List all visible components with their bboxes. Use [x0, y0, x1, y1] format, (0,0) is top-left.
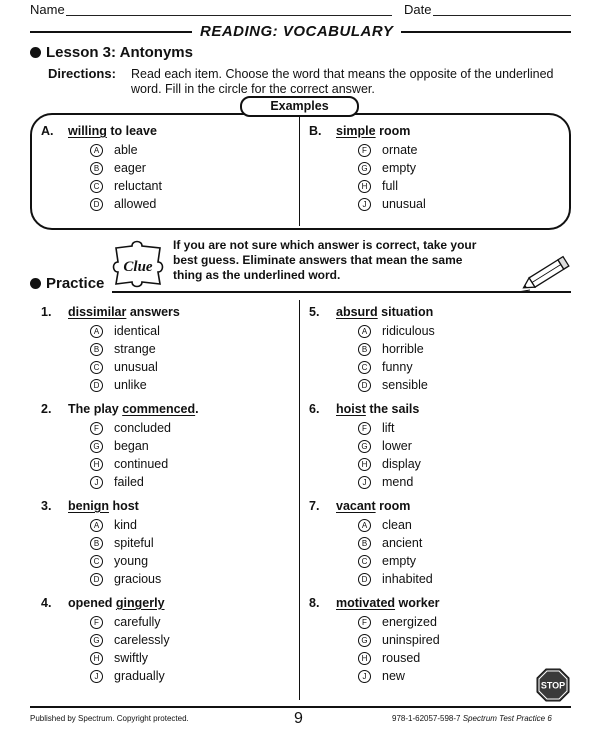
answer-bubble[interactable]: C: [358, 361, 371, 374]
answer-text: lower: [382, 439, 412, 453]
answer-option[interactable]: [90, 669, 165, 683]
answer-text: gracious: [114, 572, 162, 586]
answer-bubble[interactable]: F: [358, 144, 371, 157]
answer-option[interactable]: [90, 197, 156, 211]
underlined-word: benign: [68, 499, 109, 513]
answer-option[interactable]: [358, 554, 416, 568]
answer-bubble[interactable]: B: [90, 537, 103, 550]
answer-bubble[interactable]: J: [90, 476, 103, 489]
stem-suffix: worker: [395, 596, 440, 610]
question-number: 2.: [41, 402, 52, 416]
stem-prefix: The play: [68, 402, 123, 416]
stem-suffix: .: [195, 402, 199, 416]
answer-text: lift: [382, 421, 395, 435]
answer-option[interactable]: [90, 633, 170, 647]
answer-option[interactable]: [358, 179, 398, 193]
answer-option[interactable]: [358, 536, 422, 550]
answer-option[interactable]: [358, 633, 440, 647]
answer-text: horrible: [382, 342, 424, 356]
answer-option[interactable]: [90, 179, 162, 193]
answer-bubble[interactable]: A: [358, 519, 371, 532]
answer-bubble[interactable]: H: [358, 652, 371, 665]
answer-bubble[interactable]: G: [358, 440, 371, 453]
answer-text: ridiculous: [382, 324, 435, 338]
question-stem: [41, 402, 199, 416]
answer-bubble[interactable]: D: [90, 573, 103, 586]
lesson-title: Lesson 3: Antonyms: [30, 44, 193, 61]
stem-suffix: situation: [377, 305, 434, 319]
stop-sign-icon: [536, 668, 570, 702]
practice-label: Practice: [30, 275, 104, 292]
date-line[interactable]: [433, 15, 571, 16]
answer-option[interactable]: [90, 161, 146, 175]
directions-label: Directions:: [48, 66, 116, 81]
answer-text: funny: [382, 360, 413, 374]
answer-bubble[interactable]: A: [358, 325, 371, 338]
practice-divider: [299, 300, 300, 700]
answer-option[interactable]: [358, 324, 435, 338]
stem-prefix: opened: [68, 596, 116, 610]
answer-option[interactable]: [90, 518, 137, 532]
underlined-word: hoist: [336, 402, 366, 416]
answer-bubble[interactable]: D: [90, 198, 103, 211]
answer-option[interactable]: [90, 342, 156, 356]
answer-text: reluctant: [114, 179, 162, 193]
practice-rule: [112, 291, 571, 293]
question-text: [336, 402, 419, 416]
answer-option[interactable]: [90, 360, 158, 374]
answer-bubble[interactable]: H: [358, 180, 371, 193]
answer-text: unlike: [114, 378, 147, 392]
answer-bubble[interactable]: A: [90, 325, 103, 338]
stop-text: STOP: [540, 680, 566, 691]
bullet-icon: [30, 278, 41, 289]
answer-text: kind: [114, 518, 137, 532]
answer-text: eager: [114, 161, 146, 175]
answer-bubble[interactable]: H: [358, 458, 371, 471]
answer-option[interactable]: [90, 378, 147, 392]
answer-option[interactable]: [358, 421, 395, 435]
answer-bubble[interactable]: G: [90, 634, 103, 647]
answer-bubble[interactable]: B: [358, 537, 371, 550]
answer-bubble[interactable]: A: [90, 144, 103, 157]
stem-suffix: the sails: [365, 402, 420, 416]
answer-text: mend: [382, 475, 414, 489]
question-stem: [41, 124, 157, 138]
answer-text: sensible: [382, 378, 428, 392]
answer-option[interactable]: [358, 572, 433, 586]
question-number: B.: [309, 124, 322, 138]
answer-bubble[interactable]: C: [358, 555, 371, 568]
answer-bubble[interactable]: D: [90, 379, 103, 392]
answer-text: concluded: [114, 421, 171, 435]
answer-bubble[interactable]: B: [90, 162, 103, 175]
answer-bubble[interactable]: B: [90, 343, 103, 356]
answer-option[interactable]: [90, 615, 161, 629]
page-title: READING: VOCABULARY: [192, 23, 401, 40]
answer-text: carelessly: [114, 633, 170, 647]
answer-bubble[interactable]: B: [358, 343, 371, 356]
answer-bubble[interactable]: G: [358, 634, 371, 647]
question-number: 5.: [309, 305, 320, 319]
answer-text: empty: [382, 161, 417, 175]
answer-bubble[interactable]: D: [358, 379, 371, 392]
page-number: 9: [294, 710, 303, 727]
question-number: 1.: [41, 305, 52, 319]
answer-bubble[interactable]: J: [358, 198, 371, 211]
answer-text: empty: [382, 554, 417, 568]
examples-tab: Examples: [240, 96, 359, 117]
footer-copyright: Published by Spectrum. Copyright protected.: [30, 714, 189, 723]
question-stem: [41, 499, 139, 513]
answer-option[interactable]: [90, 439, 149, 453]
question-number: 3.: [41, 499, 52, 513]
clue-line1: If you are not sure which answer is correct, take your: [173, 238, 477, 252]
question-stem: [309, 499, 410, 513]
question-text: [68, 402, 199, 416]
answer-bubble[interactable]: J: [358, 476, 371, 489]
underlined-word: willing: [68, 124, 107, 138]
answer-text: swiftly: [114, 651, 149, 665]
question-stem: [309, 124, 410, 138]
pencil-icon: [516, 255, 574, 295]
answer-option[interactable]: [90, 651, 148, 665]
answer-option[interactable]: [358, 161, 416, 175]
stem-suffix: to leave: [106, 124, 157, 138]
answer-option[interactable]: [358, 360, 413, 374]
answer-text: roused: [382, 651, 421, 665]
question-number: 6.: [309, 402, 320, 416]
answer-option[interactable]: [358, 651, 420, 665]
clue-line3: thing as the underlined word.: [173, 268, 341, 282]
answer-bubble[interactable]: H: [90, 458, 103, 471]
underlined-word: simple: [336, 124, 376, 138]
answer-text: uninspired: [382, 633, 440, 647]
answer-bubble[interactable]: G: [90, 440, 103, 453]
answer-bubble[interactable]: H: [90, 652, 103, 665]
answer-text: clean: [382, 518, 412, 532]
stem-suffix: answers: [126, 305, 180, 319]
answer-bubble[interactable]: C: [90, 361, 103, 374]
question-text: [336, 596, 440, 610]
answer-option[interactable]: [90, 554, 148, 568]
question-text: [68, 499, 139, 513]
answer-text: carefully: [114, 615, 161, 629]
answer-bubble[interactable]: D: [358, 573, 371, 586]
clue-line2: best guess. Eliminate answers that mean the same: [173, 253, 463, 267]
answer-option[interactable]: [90, 475, 144, 489]
answer-bubble[interactable]: F: [90, 422, 103, 435]
answer-text: spiteful: [114, 536, 154, 550]
underlined-word: vacant: [336, 499, 376, 513]
answer-text: gradually: [114, 669, 165, 683]
answer-text: display: [382, 457, 421, 471]
answer-text: identical: [114, 324, 160, 338]
answer-bubble[interactable]: G: [358, 162, 371, 175]
answer-bubble[interactable]: F: [358, 616, 371, 629]
stem-suffix: host: [108, 499, 139, 513]
question-number: 8.: [309, 596, 320, 610]
clue-puzzle-icon: [110, 238, 168, 288]
date-label: Date: [404, 2, 432, 17]
answer-text: continued: [114, 457, 169, 471]
footer-rule: [30, 706, 571, 708]
answer-option[interactable]: [90, 143, 138, 157]
answer-text: allowed: [114, 197, 157, 211]
question-stem: [41, 596, 165, 610]
underlined-word: commenced: [122, 402, 196, 416]
directions-line2: word. Fill in the circle for the correct answer.: [131, 82, 375, 96]
answer-bubble[interactable]: A: [90, 519, 103, 532]
answer-bubble[interactable]: J: [90, 670, 103, 683]
answer-text: new: [382, 669, 405, 683]
question-number: 4.: [41, 596, 52, 610]
answer-bubble[interactable]: F: [90, 616, 103, 629]
answer-option[interactable]: [358, 457, 421, 471]
answer-option[interactable]: [90, 324, 160, 338]
answer-option[interactable]: [358, 342, 424, 356]
answer-bubble[interactable]: C: [90, 180, 103, 193]
question-text: [68, 596, 165, 610]
answer-text: energized: [382, 615, 437, 629]
footer-book-info: 978-1-62057-598-7 Spectrum Test Practice 6: [392, 714, 552, 723]
question-stem: [309, 402, 419, 416]
question-stem: [41, 305, 180, 319]
examples-divider: [299, 115, 300, 226]
question-stem: [309, 305, 433, 319]
answer-bubble[interactable]: F: [358, 422, 371, 435]
underlined-word: gingerly: [115, 596, 165, 610]
answer-option[interactable]: [358, 669, 405, 683]
question-number: A.: [41, 124, 54, 138]
answer-option[interactable]: [358, 197, 426, 211]
answer-text: unusual: [382, 197, 426, 211]
answer-option[interactable]: [90, 572, 161, 586]
answer-option[interactable]: [358, 378, 428, 392]
answer-option[interactable]: [90, 536, 154, 550]
answer-option[interactable]: [358, 615, 437, 629]
question-text: [68, 305, 180, 319]
answer-bubble[interactable]: C: [90, 555, 103, 568]
answer-bubble[interactable]: J: [358, 670, 371, 683]
answer-text: ancient: [382, 536, 423, 550]
answer-option[interactable]: [90, 457, 168, 471]
answer-option[interactable]: [358, 475, 413, 489]
bullet-icon: [30, 47, 41, 58]
question-text: [336, 499, 410, 513]
question-text: [336, 124, 410, 138]
name-line[interactable]: [66, 15, 392, 16]
underlined-word: dissimilar: [68, 305, 127, 319]
question-number: 7.: [309, 499, 320, 513]
stem-suffix: room: [375, 499, 411, 513]
answer-text: began: [114, 439, 149, 453]
answer-text: ornate: [382, 143, 418, 157]
stem-suffix: room: [375, 124, 411, 138]
answer-option[interactable]: [90, 421, 171, 435]
answer-text: full: [382, 179, 398, 193]
directions-line1: Read each item. Choose the word that means the opposite of the underlined: [131, 67, 554, 81]
answer-option[interactable]: [358, 143, 417, 157]
question-text: [336, 305, 433, 319]
answer-option[interactable]: [358, 518, 412, 532]
name-label: Name: [30, 2, 65, 17]
answer-text: inhabited: [382, 572, 433, 586]
question-stem: [309, 596, 440, 610]
clue-badge-text: Clue: [123, 259, 153, 275]
answer-text: able: [114, 143, 138, 157]
answer-option[interactable]: [358, 439, 412, 453]
underlined-word: absurd: [336, 305, 378, 319]
answer-text: young: [114, 554, 149, 568]
answer-text: unusual: [114, 360, 158, 374]
answer-text: failed: [114, 475, 144, 489]
question-text: [68, 124, 157, 138]
answer-text: strange: [114, 342, 156, 356]
underlined-word: motivated: [336, 596, 396, 610]
